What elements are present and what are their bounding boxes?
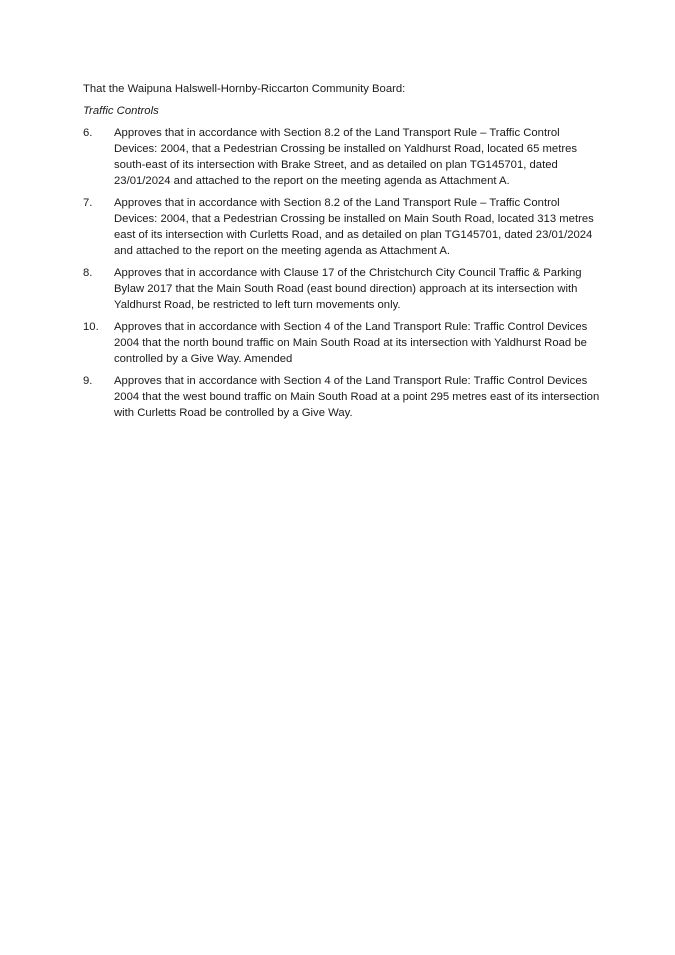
document-body <box>83 81 603 427</box>
item-text: Approves that in accordance with Section 4 of the Land Transport Rule: Traffic Control Devices 2004 that the north bound traffic on Main South Road at its intersection with Yaldhurst Road be controlled by a Give Way. Amended <box>114 321 588 365</box>
section-subheading: Traffic Controls <box>83 105 159 117</box>
item-number: 7. <box>83 197 93 209</box>
item-number: 8. <box>83 267 93 279</box>
resolution-item <box>83 265 603 313</box>
item-text: Approves that in accordance with Section 4 of the Land Transport Rule: Traffic Control Devices 2004 that the west bound traffic on Main South Road at a point 295 metres east of its intersection with Curletts Road be controlled by a Give Way. <box>114 375 600 419</box>
item-number: 10. <box>83 321 99 333</box>
resolution-list <box>83 125 603 421</box>
resolution-intro: That the Waipuna Halswell-Hornby-Riccarton Community Board: <box>83 83 406 95</box>
resolution-item <box>83 373 603 421</box>
item-text: Approves that in accordance with Section 8.2 of the Land Transport Rule – Traffic Control Devices: 2004, that a Pedestrian Crossing be installed on Main South Road, located 313 metres east of its intersection with Curletts Road, and as detailed on plan TG145701, dated 23/01/2024 and attached to the report on the meeting agenda as Attachment A. <box>114 197 594 257</box>
item-number: 6. <box>83 127 93 139</box>
item-number: 9. <box>83 375 93 387</box>
resolution-item <box>83 195 603 259</box>
item-text: Approves that in accordance with Clause 17 of the Christchurch City Council Traffic & Parking Bylaw 2017 that the Main South Road (east bound direction) approach at its intersection with Yaldhurst Road, be restricted to left turn movements only. <box>114 267 582 311</box>
item-text: Approves that in accordance with Section 8.2 of the Land Transport Rule – Traffic Control Devices: 2004, that a Pedestrian Crossing be installed on Yaldhurst Road, located 65 metres south-east of its intersection with Brake Street, and as detailed on plan TG145701, dated 23/01/2024 and attached to the report on the meeting agenda as Attachment A. <box>114 127 578 187</box>
resolution-item <box>83 125 603 189</box>
resolution-item <box>83 319 603 367</box>
